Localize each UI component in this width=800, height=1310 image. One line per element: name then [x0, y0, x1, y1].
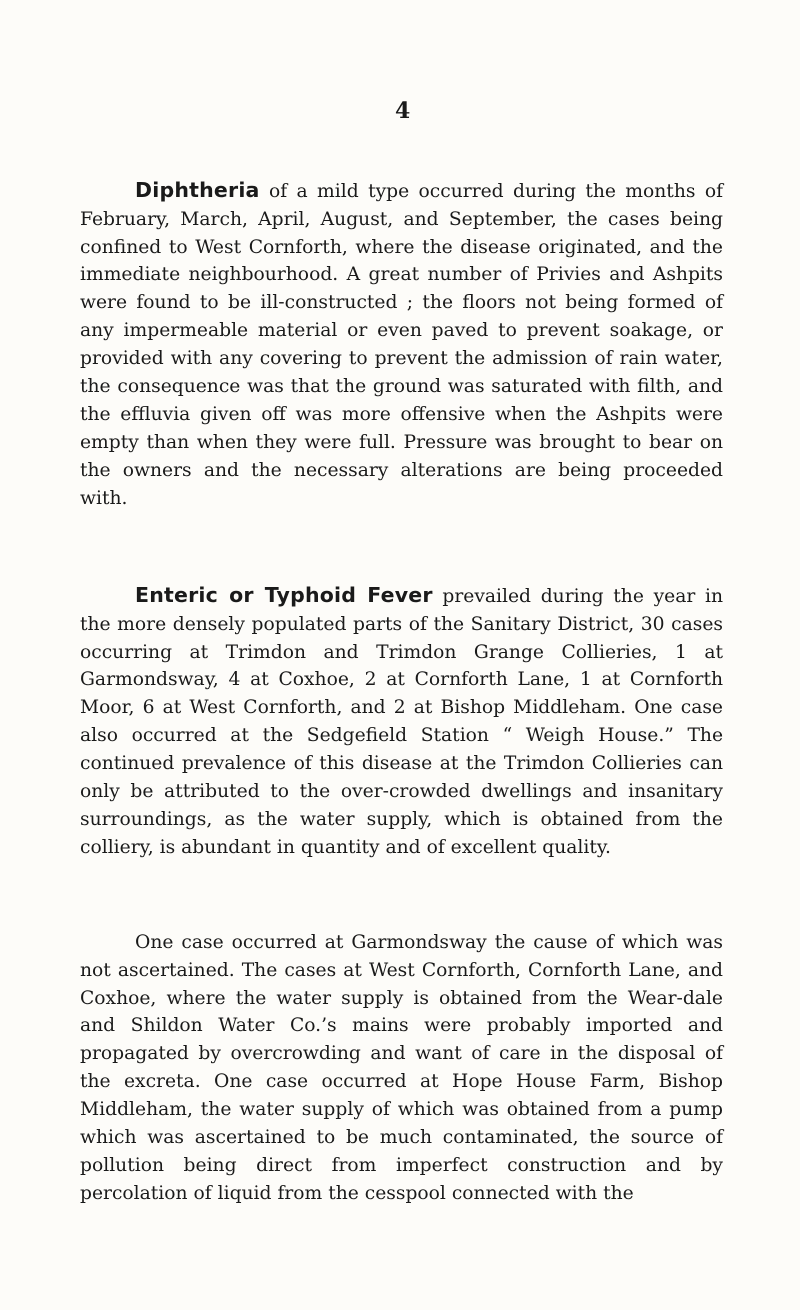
paragraph-heading-enteric-fever: Enteric or Typhoid Fever	[135, 582, 433, 607]
paragraph-text-garmondsway-case: One case occurred at Garmondsway the cause of which was not ascertained. The cases at West Cornforth, Cornforth Lane, and Coxhoe, where the water supply is obtained from the Wear-dale and Shildon Water Co.’s mains were probably imported and propagated by overcrowding and want of care in the disposal of the excreta. One case occurred at Hope House Farm, Bishop Middleham, the water supply of which was obtained from a pump which was ascertained to be much contaminated, the source of pollution being direct from imperfect construction and by percolation of liquid from the cesspool connected with the	[80, 931, 723, 1204]
page-number: 4	[395, 98, 411, 124]
paragraph-garmondsway-case	[80, 929, 723, 1208]
paragraph-enteric-fever	[80, 582, 723, 862]
paragraph-text-diphtheria: of a mild type occurred during the months of February, March, April, August, and September, the cases being confined to West Cornforth, where the disease originated, and the immediate neighbourhood. A great number of Privies and Ashpits were found to be ill-constructed ; the floors not being formed of any impermeable material or even paved to prevent soakage, or provided with any covering to prevent the admission of rain water, the consequence was that the ground was saturated with filth, and the effluvia given off was more offensive when the Ashpits were empty than when they were full. Pressure was brought to bear on the owners and the necessary alterations are being proceeded with.	[80, 180, 723, 509]
paragraph-heading-diphtheria: Diphtheria	[135, 177, 260, 202]
paragraph-text-enteric-fever: prevailed during the year in the more densely populated parts of the Sanitary District, 30 cases occurring at Trimdon and Trimdon Grange Collieries, 1 at Garmondsway, 4 at Coxhoe, 2 at Cornforth Lane, 1 at Cornforth Moor, 6 at West Cornforth, and 2 at Bishop Middleham. One case also occurred at the Sedgefield Station “ Weigh House.” The continued prevalence of this disease at the Trimdon Collieries can only be attributed to the over-crowded dwellings and insanitary surroundings, as the water supply, which is obtained from the colliery, is abundant in quantity and of excellent quality.	[80, 585, 723, 858]
paragraph-diphtheria	[80, 177, 723, 513]
